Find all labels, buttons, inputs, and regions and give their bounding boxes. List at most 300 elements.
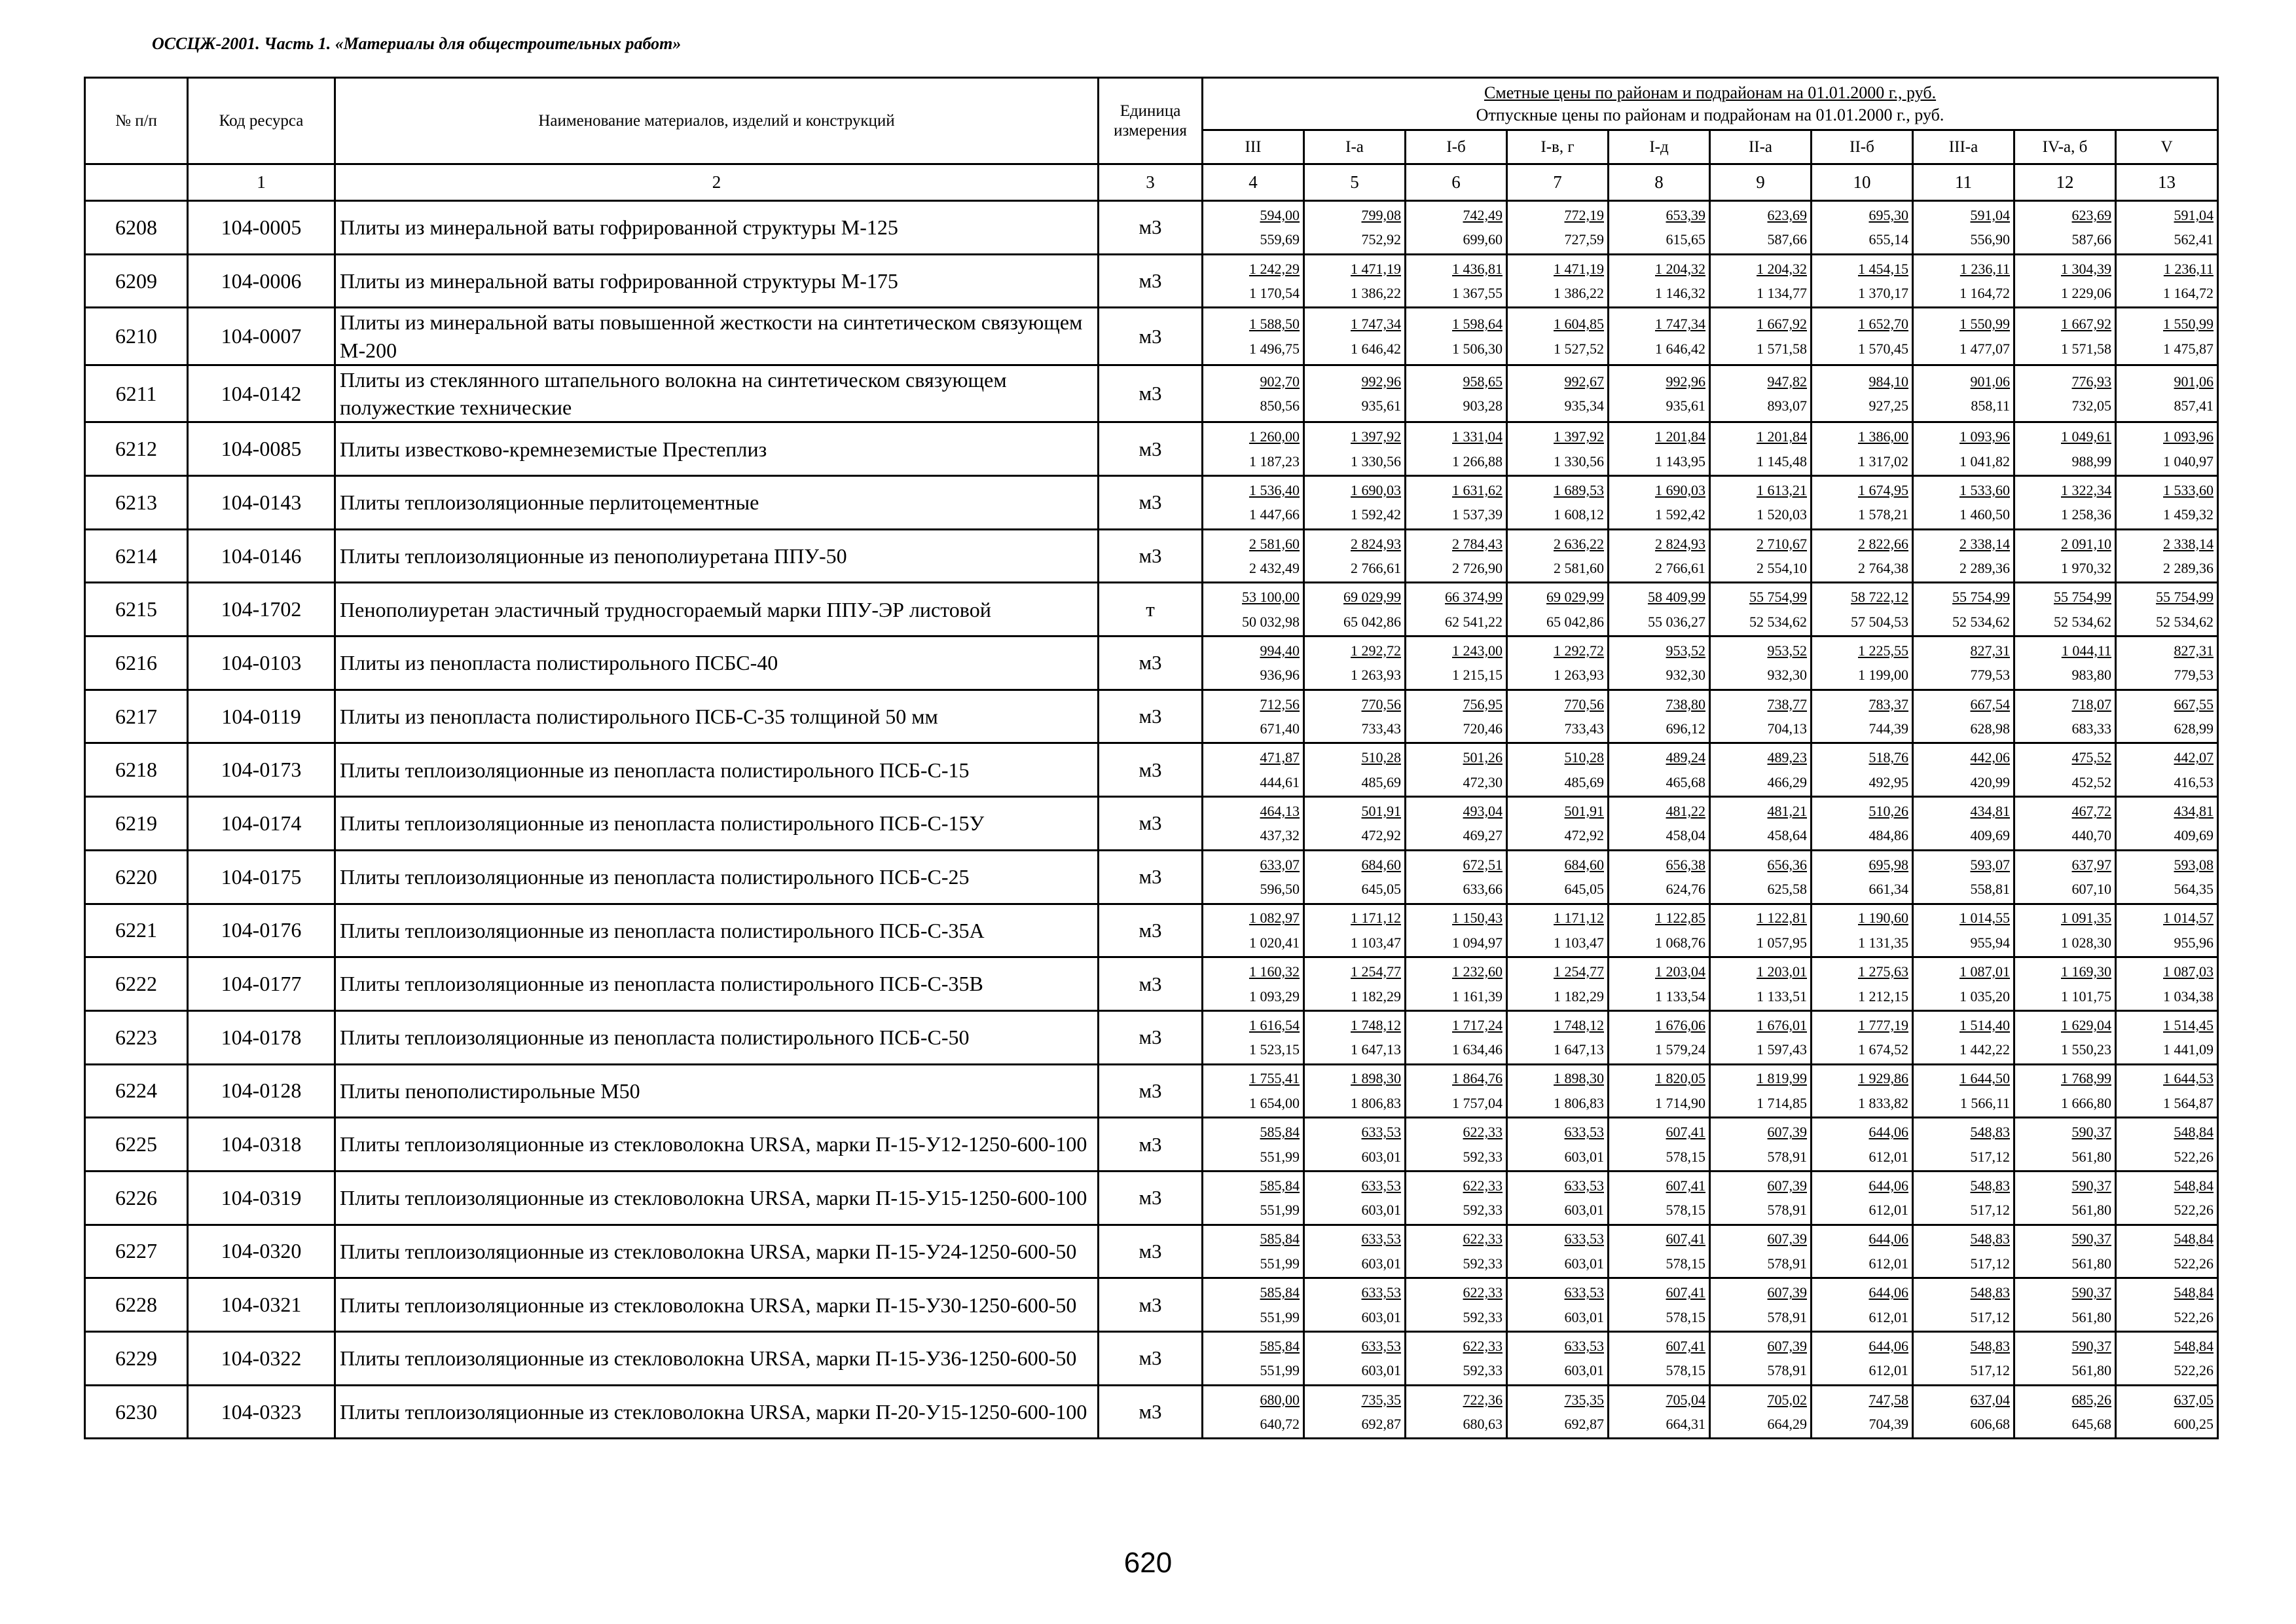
release-price: 733,43 (1361, 720, 1401, 737)
estimated-price: 58 409,99 (1648, 589, 1705, 606)
estimated-price: 1 292,72 (1554, 642, 1604, 659)
price-cell (1710, 690, 1812, 743)
unit-cell: м3 (1099, 254, 1203, 308)
price-cell (2116, 1118, 2218, 1172)
release-price: 57 504,53 (1851, 613, 1908, 630)
region-header: V (2116, 130, 2218, 164)
estimated-price: 1 864,76 (1452, 1070, 1503, 1087)
release-price: 559,69 (1260, 231, 1300, 248)
price-cell (1609, 1010, 1710, 1064)
unit-cell: м3 (1099, 1278, 1203, 1332)
release-price: 699,60 (1463, 231, 1503, 248)
price-cell (2014, 797, 2116, 851)
estimated-price: 1 819,99 (1757, 1070, 1807, 1087)
release-price: 1 571,58 (2061, 340, 2111, 357)
price-cell (1812, 529, 1913, 583)
estimated-price: 770,56 (1564, 695, 1604, 712)
estimated-price: 548,83 (1970, 1177, 2010, 1194)
price-cell (1203, 1332, 1304, 1386)
price-cell (1406, 850, 1507, 904)
release-price: 661,34 (1868, 881, 1908, 898)
price-cell (1913, 797, 2014, 851)
header-prices (1203, 78, 2218, 130)
estimated-price: 633,53 (1361, 1337, 1401, 1354)
estimated-price: 735,35 (1564, 1391, 1604, 1408)
release-price: 1 068,76 (1655, 934, 1705, 951)
price-cell (1812, 476, 1913, 530)
material-name: Пенополиуретан эластичный трудносгораемый марки ППУ-ЭР листовой (335, 583, 1099, 637)
estimated-price: 633,53 (1564, 1337, 1604, 1354)
estimated-price: 1 768,99 (2061, 1070, 2111, 1087)
estimated-price: 489,24 (1666, 749, 1705, 766)
row-number: 6211 (85, 365, 188, 422)
release-price: 1 597,43 (1757, 1041, 1807, 1058)
release-price: 603,01 (1361, 1308, 1401, 1325)
release-price: 927,25 (1868, 397, 1908, 415)
price-cell (1710, 476, 1812, 530)
region-header: I-в, г (1507, 130, 1609, 164)
release-price: 592,33 (1463, 1202, 1503, 1219)
estimated-price: 607,39 (1767, 1177, 1807, 1194)
release-price: 932,30 (1666, 667, 1705, 684)
release-price: 1 646,42 (1655, 340, 1705, 357)
price-cell (2014, 904, 2116, 957)
price-cell (2116, 957, 2218, 1011)
release-price: 469,27 (1463, 827, 1503, 844)
release-price: 955,94 (1970, 934, 2010, 951)
estimated-price: 770,56 (1361, 695, 1401, 712)
estimated-price: 1 690,03 (1351, 481, 1401, 498)
estimated-price: 667,55 (2174, 695, 2214, 712)
price-cell (1507, 637, 1609, 690)
material-name: Плиты теплоизоляционные из пенополиуретана ППУ-50 (335, 529, 1099, 583)
release-price: 603,01 (1564, 1148, 1604, 1165)
price-cell (1710, 904, 1812, 957)
material-name: Плиты теплоизоляционные из стекловолокна URSA, марки П-15-У30-1250-600-50 (335, 1278, 1099, 1332)
estimated-price: 607,41 (1666, 1284, 1705, 1301)
release-price: 1 161,39 (1452, 987, 1503, 1005)
price-cell (1812, 308, 1913, 365)
release-price: 645,05 (1564, 881, 1604, 898)
estimated-price: 585,84 (1260, 1230, 1300, 1247)
price-cell (1913, 201, 2014, 255)
price-cell (1304, 637, 1406, 690)
release-price: 955,96 (2174, 934, 2214, 951)
estimated-price: 633,53 (1361, 1284, 1401, 1301)
price-cell (1609, 583, 1710, 637)
estimated-price: 901,06 (1970, 373, 2010, 390)
price-cell (1304, 1332, 1406, 1386)
estimated-price: 712,56 (1260, 695, 1300, 712)
price-cell (1913, 957, 2014, 1011)
release-price: 1 523,15 (1249, 1041, 1300, 1058)
price-cell (1203, 1278, 1304, 1332)
material-name: Плиты теплоизоляционные из пенопласта полистирольного ПСБ-С-25 (335, 850, 1099, 904)
price-cell (1203, 637, 1304, 690)
price-cell (2014, 254, 2116, 308)
release-price: 592,33 (1463, 1362, 1503, 1379)
release-price: 52 534,62 (2156, 613, 2214, 630)
price-cell (2014, 850, 2116, 904)
price-cell (1710, 1010, 1812, 1064)
page-number: 620 (1123, 1547, 1173, 1579)
estimated-price: 1 160,32 (1249, 963, 1300, 980)
release-price: 522,26 (2174, 1202, 2214, 1219)
release-price: 1 475,87 (2163, 340, 2214, 357)
release-price: 645,68 (2071, 1416, 2111, 1433)
release-price: 603,01 (1361, 1202, 1401, 1219)
estimated-price: 1 755,41 (1249, 1070, 1300, 1087)
price-cell (2116, 529, 2218, 583)
table-row (85, 422, 2218, 476)
release-price: 744,39 (1868, 720, 1908, 737)
price-cell (1710, 1332, 1812, 1386)
price-cell (1710, 583, 1812, 637)
estimated-price: 1 514,45 (2163, 1016, 2214, 1033)
column-number: 3 (1099, 164, 1203, 201)
release-price: 624,76 (1666, 881, 1705, 898)
estimated-price: 738,77 (1767, 695, 1807, 712)
price-cell (1609, 422, 1710, 476)
release-price: 578,91 (1767, 1148, 1807, 1165)
price-cell (1304, 308, 1406, 365)
release-price: 779,53 (2174, 667, 2214, 684)
price-cell (1812, 1278, 1913, 1332)
estimated-price: 1 044,11 (2061, 642, 2111, 659)
resource-code: 104-0174 (188, 797, 335, 851)
estimated-price: 590,37 (2071, 1177, 2111, 1194)
estimated-price: 434,81 (1970, 802, 2010, 819)
estimated-price: 1 667,92 (1757, 316, 1807, 333)
price-table (84, 77, 2219, 1439)
release-price: 1 806,83 (1351, 1094, 1401, 1111)
price-cell (1609, 690, 1710, 743)
table-row (85, 743, 2218, 797)
material-name: Плиты теплоизоляционные из пенопласта полистирольного ПСБ-С-35В (335, 957, 1099, 1011)
estimated-price: 1 093,96 (2163, 428, 2214, 445)
estimated-price: 548,83 (1970, 1124, 2010, 1141)
material-name: Плиты теплоизоляционные из пенопласта полистирольного ПСБ-С-35А (335, 904, 1099, 957)
material-name: Плиты теплоизоляционные из пенопласта полистирольного ПСБ-С-50 (335, 1010, 1099, 1064)
price-cell (1812, 1010, 1913, 1064)
release-price: 683,33 (2071, 720, 2111, 737)
price-cell (1812, 201, 1913, 255)
release-price: 1 833,82 (1858, 1094, 1908, 1111)
table-row (85, 308, 2218, 365)
estimated-price: 644,06 (1868, 1124, 1908, 1141)
resource-code: 104-0146 (188, 529, 335, 583)
estimated-price: 633,53 (1564, 1284, 1604, 1301)
unit-cell: м3 (1099, 743, 1203, 797)
price-cell (1406, 637, 1507, 690)
estimated-price: 994,40 (1260, 642, 1300, 659)
price-cell (1304, 1171, 1406, 1225)
estimated-price: 2 824,93 (1655, 535, 1705, 552)
release-price: 1 229,06 (2061, 285, 2111, 302)
estimated-price: 1 748,12 (1554, 1016, 1604, 1033)
release-price: 850,56 (1260, 397, 1300, 415)
estimated-price: 548,83 (1970, 1337, 2010, 1354)
price-cell (2116, 1064, 2218, 1118)
material-name: Плиты известково-кремнеземистые Престеплиз (335, 422, 1099, 476)
row-number: 6217 (85, 690, 188, 743)
release-price: 733,43 (1564, 720, 1604, 737)
estimated-price: 667,54 (1970, 695, 2010, 712)
release-price: 1 520,03 (1757, 506, 1807, 523)
resource-code: 104-0085 (188, 422, 335, 476)
estimated-price: 481,21 (1767, 802, 1807, 819)
header-code: Код ресурса (188, 78, 335, 164)
header-unit: Единица измерения (1099, 78, 1203, 164)
estimated-price: 1 232,60 (1452, 963, 1503, 980)
estimated-price: 623,69 (2071, 206, 2111, 223)
price-cell (2116, 690, 2218, 743)
price-cell (1304, 254, 1406, 308)
release-price: 2 726,90 (1452, 560, 1503, 577)
unit-cell: м3 (1099, 797, 1203, 851)
price-cell (1203, 1385, 1304, 1439)
price-cell (1913, 1278, 2014, 1332)
column-number: 1 (188, 164, 335, 201)
price-cell (1913, 1171, 2014, 1225)
estimated-price: 607,41 (1666, 1124, 1705, 1141)
price-cell (2014, 1171, 2116, 1225)
price-cell (1913, 308, 2014, 365)
estimated-price: 1 150,43 (1452, 910, 1503, 927)
estimated-price: 585,84 (1260, 1284, 1300, 1301)
release-price: 1 592,42 (1655, 506, 1705, 523)
estimated-price: 1 254,77 (1351, 963, 1401, 980)
release-price: 2 289,36 (1959, 560, 2010, 577)
header-prices-release: Отпускные цены по районам и подрайонам на 01.01.2000 г., руб. (1476, 105, 1944, 124)
price-cell (2116, 1171, 2218, 1225)
estimated-price: 1 386,00 (1858, 428, 1908, 445)
table-row (85, 690, 2218, 743)
release-price: 452,52 (2071, 773, 2111, 790)
estimated-price: 1 777,19 (1858, 1016, 1908, 1033)
release-price: 692,87 (1361, 1416, 1401, 1433)
price-cell (1507, 904, 1609, 957)
table-row (85, 583, 2218, 637)
estimated-price: 607,41 (1666, 1230, 1705, 1247)
price-cell (1203, 254, 1304, 308)
estimated-price: 902,70 (1260, 373, 1300, 390)
unit-cell: м3 (1099, 904, 1203, 957)
estimated-price: 590,37 (2071, 1230, 2111, 1247)
estimated-price: 548,84 (2174, 1230, 2214, 1247)
estimated-price: 55 754,99 (1749, 589, 1807, 606)
release-price: 578,91 (1767, 1362, 1807, 1379)
estimated-price: 548,84 (2174, 1124, 2214, 1141)
price-cell (1710, 1118, 1812, 1172)
price-cell (1609, 365, 1710, 422)
price-cell (1203, 690, 1304, 743)
unit-cell: м3 (1099, 1332, 1203, 1386)
estimated-price: 992,67 (1564, 373, 1604, 390)
estimated-price: 510,28 (1564, 749, 1604, 766)
release-price: 1 146,32 (1655, 285, 1705, 302)
release-price: 704,13 (1767, 720, 1807, 737)
release-price: 1 579,24 (1655, 1041, 1705, 1058)
price-cell (1609, 797, 1710, 851)
estimated-price: 1 331,04 (1452, 428, 1503, 445)
row-number: 6222 (85, 957, 188, 1011)
price-cell (1913, 1332, 2014, 1386)
region-header: I-а (1304, 130, 1406, 164)
price-cell (1812, 1385, 1913, 1439)
estimated-price: 633,53 (1564, 1177, 1604, 1194)
release-price: 1 570,45 (1858, 340, 1908, 357)
price-cell (1203, 1118, 1304, 1172)
release-price: 2 432,49 (1249, 560, 1300, 577)
price-cell (1609, 743, 1710, 797)
release-price: 1 041,82 (1959, 452, 2010, 470)
estimated-price: 501,91 (1361, 802, 1401, 819)
estimated-price: 55 754,99 (2054, 589, 2111, 606)
estimated-price: 1 514,40 (1959, 1016, 2010, 1033)
release-price: 603,01 (1564, 1362, 1604, 1379)
price-cell (2116, 850, 2218, 904)
table-row (85, 201, 2218, 255)
release-price: 1 263,93 (1554, 667, 1604, 684)
estimated-price: 1 533,60 (1959, 481, 2010, 498)
release-price: 556,90 (1970, 231, 2010, 248)
estimated-price: 1 225,55 (1858, 642, 1908, 659)
price-cell (1812, 1225, 1913, 1278)
price-cell (1304, 529, 1406, 583)
column-number: 12 (2014, 164, 2116, 201)
estimated-price: 827,31 (2174, 642, 2214, 659)
price-cell (1406, 583, 1507, 637)
estimated-price: 1 275,63 (1858, 963, 1908, 980)
price-cell (1609, 1278, 1710, 1332)
table-row (85, 904, 2218, 957)
estimated-price: 722,36 (1463, 1391, 1503, 1408)
release-price: 440,70 (2071, 827, 2111, 844)
column-number-row (85, 164, 2218, 201)
resource-code: 104-0176 (188, 904, 335, 957)
table-row (85, 1385, 2218, 1439)
estimated-price: 1 236,11 (2163, 260, 2214, 277)
unit-cell: м3 (1099, 1225, 1203, 1278)
estimated-price: 1 292,72 (1351, 642, 1401, 659)
estimated-price: 1 604,85 (1554, 316, 1604, 333)
table-row (85, 365, 2218, 422)
estimated-price: 1 087,03 (2163, 963, 2214, 980)
estimated-price: 2 581,60 (1249, 535, 1300, 552)
price-cell (1609, 308, 1710, 365)
price-cell (1710, 957, 1812, 1011)
estimated-price: 493,04 (1463, 802, 1503, 819)
price-cell (1609, 201, 1710, 255)
unit-cell: м3 (1099, 1064, 1203, 1118)
release-price: 55 036,27 (1648, 613, 1705, 630)
row-number: 6216 (85, 637, 188, 690)
table-row (85, 1278, 2218, 1332)
column-number: 13 (2116, 164, 2218, 201)
estimated-price: 585,84 (1260, 1124, 1300, 1141)
price-cell (1507, 476, 1609, 530)
estimated-price: 518,76 (1868, 749, 1908, 766)
price-cell (2014, 201, 2116, 255)
table-body (85, 201, 2218, 1439)
price-cell (1609, 1332, 1710, 1386)
row-number: 6210 (85, 308, 188, 365)
release-price: 564,35 (2174, 881, 2214, 898)
price-cell (1913, 365, 2014, 422)
table-row (85, 254, 2218, 308)
estimated-price: 501,91 (1564, 802, 1604, 819)
estimated-price: 656,36 (1767, 856, 1807, 873)
release-price: 1 131,35 (1858, 934, 1908, 951)
price-cell (1507, 1171, 1609, 1225)
estimated-price: 656,38 (1666, 856, 1705, 873)
estimated-price: 1 898,30 (1554, 1070, 1604, 1087)
price-cell (1304, 1385, 1406, 1439)
estimated-price: 633,53 (1564, 1124, 1604, 1141)
price-cell (1812, 365, 1913, 422)
price-cell (2116, 583, 2218, 637)
price-cell (1203, 422, 1304, 476)
price-cell (1812, 1171, 1913, 1225)
price-cell (1710, 797, 1812, 851)
release-price: 522,26 (2174, 1308, 2214, 1325)
price-cell (1406, 254, 1507, 308)
price-cell (1304, 422, 1406, 476)
estimated-price: 1 436,81 (1452, 260, 1503, 277)
price-cell (1710, 308, 1812, 365)
release-price: 1 666,80 (2061, 1094, 2111, 1111)
price-cell (1812, 637, 1913, 690)
release-price: 1 714,90 (1655, 1094, 1705, 1111)
release-price: 50 032,98 (1242, 613, 1300, 630)
price-cell (1710, 1171, 1812, 1225)
release-price: 779,53 (1970, 667, 2010, 684)
estimated-price: 442,06 (1970, 749, 2010, 766)
column-number: 2 (335, 164, 1099, 201)
release-price: 492,95 (1868, 773, 1908, 790)
release-price: 587,66 (2071, 231, 2111, 248)
estimated-price: 467,72 (2071, 802, 2111, 819)
row-number: 6227 (85, 1225, 188, 1278)
estimated-price: 1 171,12 (1351, 910, 1401, 927)
estimated-price: 637,05 (2174, 1391, 2214, 1408)
release-price: 62 541,22 (1445, 613, 1503, 630)
price-cell (1710, 201, 1812, 255)
price-cell (2014, 1064, 2116, 1118)
price-cell (1913, 422, 2014, 476)
estimated-price: 1 598,64 (1452, 316, 1503, 333)
resource-code: 104-0142 (188, 365, 335, 422)
estimated-price: 1 203,01 (1757, 963, 1807, 980)
release-price: 645,05 (1361, 881, 1401, 898)
estimated-price: 1 644,50 (1959, 1070, 2010, 1087)
price-cell (2014, 1010, 2116, 1064)
release-price: 484,86 (1868, 827, 1908, 844)
price-cell (1203, 904, 1304, 957)
material-name: Плиты теплоизоляционные из пенопласта полистирольного ПСБ-С-15У (335, 797, 1099, 851)
estimated-price: 633,53 (1564, 1230, 1604, 1247)
release-price: 603,01 (1361, 1255, 1401, 1272)
release-price: 522,26 (2174, 1362, 2214, 1379)
estimated-price: 1 820,05 (1655, 1070, 1705, 1087)
release-price: 935,61 (1666, 397, 1705, 415)
price-cell (2116, 1332, 2218, 1386)
estimated-price: 735,35 (1361, 1391, 1401, 1408)
release-price: 664,29 (1767, 1416, 1807, 1433)
release-price: 612,01 (1868, 1148, 1908, 1165)
release-price: 578,15 (1666, 1255, 1705, 1272)
